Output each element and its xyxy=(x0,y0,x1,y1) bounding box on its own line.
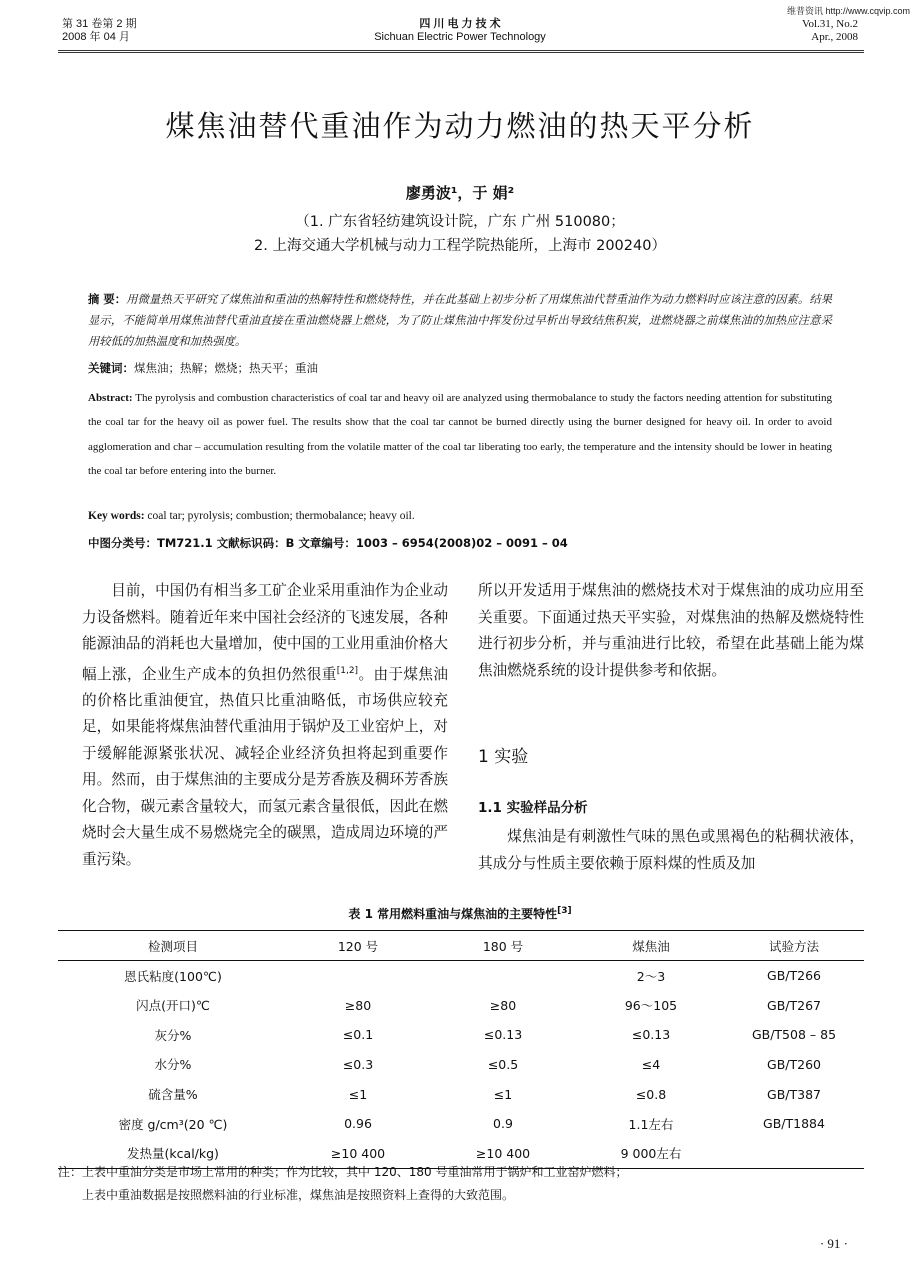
table-cell xyxy=(428,961,578,991)
table-cell: 恩氏粘度(100℃) xyxy=(124,968,222,984)
paper-title: 煤焦油替代重油作为动力燃油的热天平分析 xyxy=(165,109,755,143)
table-cell: 发热量(kcal/kg) xyxy=(58,1139,288,1169)
table-cell: GB/T266 xyxy=(767,968,821,984)
volume-issue: 第 31 卷第 2 期 xyxy=(62,18,137,30)
table-cell: 密度 g/cm³(20 ℃) xyxy=(118,1116,228,1132)
site-watermark: 维普资讯 http://www.cqvip.com xyxy=(786,6,910,16)
abstract-en-label: Abstract: xyxy=(88,392,133,404)
table-cell: 0.96 xyxy=(344,1116,372,1132)
table-cell xyxy=(288,961,428,991)
intro-text-cont: 。由于煤焦油的价格比重油便宜，热值只比重油略低，市场供应较充足，如果能将煤焦油替代重油用于锅炉及工业窑炉上，对于缓解能源紧张状况、减轻企业经济负担将起到重要作用。然而，由于煤焦油的主要成分是芳香族及稠环芳香族化合物，碳元素含量较大，而氢元素含量很低，因此在燃烧时会大量生成不易燃烧完全的碳黑，造成周边环境的严重污染。 xyxy=(82,665,448,868)
table-cell: 2～3 xyxy=(636,968,666,984)
table-cell: ≤0.8 xyxy=(635,1086,667,1102)
table-cell: GB/T267 xyxy=(767,997,821,1013)
table-header-cell: 120 号 xyxy=(288,931,428,961)
journal-name-cn: 四 川 电 力 技 术 xyxy=(419,18,501,30)
journal-name xyxy=(0,18,920,44)
table-cell: GB/T260 xyxy=(767,1056,821,1072)
table-cell: 闪点(开口)℃ xyxy=(136,998,210,1014)
table-note-2: 上表中重油数据是按照燃料油的行业标准，煤焦油是按照资料上查得的大致范围。 xyxy=(82,1188,515,1202)
table-cell: 9 000左右 xyxy=(578,1139,724,1169)
keywords-en-label: Key words: xyxy=(88,510,145,522)
table-cell: 硫含量% xyxy=(148,1087,198,1103)
table-row xyxy=(58,1050,864,1080)
affiliation-2: 2. 上海交通大学机械与动力工程学院热能所，上海市 200240） xyxy=(254,238,666,254)
table-row xyxy=(58,1079,864,1109)
abstract-cn-label: 摘 要： xyxy=(88,293,127,306)
table-header-cell: 180 号 xyxy=(428,931,578,961)
keywords-cn xyxy=(88,360,832,376)
table-cell: 灰分% xyxy=(154,1027,192,1043)
table-cell: ≤1 xyxy=(493,1086,513,1102)
body-left-column xyxy=(82,578,448,873)
abstract-en-text: The pyrolysis and combustion characteristics of coal tar and heavy oil are analyzed using thermobalance to study the factors needing attention for substituting the coal tar for the heavy oil as power fuel. The results show that the coal tar cannot be burned directly using the burner designed for heavy oil. In order to avoid agglomeration and char – accumulation resulting from the volatile matter of the coal tar liberating too early, the temperature and the intensity should be lower in heating the coal tar before entering into the burner. xyxy=(88,392,832,478)
keywords-en xyxy=(88,510,832,522)
table-note-1: 注：上表中重油分类是市场上常用的种类；作为比较，其中 120、180 号重油常用于锅炉和工业窑炉燃料； xyxy=(58,1165,628,1179)
table-row xyxy=(58,1109,864,1139)
table-cell: ≤0.3 xyxy=(342,1056,374,1072)
affiliation-1: （1. 广东省轻纺建筑设计院，广东 广州 510080； xyxy=(295,214,625,230)
table-cell: GB/T508 – 85 xyxy=(751,1027,837,1043)
intro-text: 目前，中国仍有相当多工矿企业采用重油作为企业动力设备燃料。随着近年来中国社会经济的飞速发展，各种能源油品的消耗也大量增加，使中国的工业用重油价格大幅上涨，企业生产成本的负担仍然很重 xyxy=(82,582,448,683)
table-cell: 96～105 xyxy=(624,998,678,1014)
body-right-column xyxy=(478,578,864,684)
table-cell: ≥10 400 xyxy=(428,1139,578,1169)
citation-ref: [1,2] xyxy=(336,665,359,676)
header-rule xyxy=(58,50,864,51)
section-1-1-text: 煤焦油是有刺激性气味的黑色或黑褐色的粘稠状液体，其成分与性质主要依赖于原料煤的性质及加 xyxy=(478,828,864,872)
table-header-row xyxy=(58,931,864,961)
section-heading-1: 1 实验 xyxy=(478,747,529,767)
table-cell: GB/T387 xyxy=(767,1086,821,1102)
abstract-cn xyxy=(88,289,832,352)
classification-line: 中图分类号：TM721.1 文献标识码：B 文章编号：1003 – 6954(2008)02 – 0091 – 04 xyxy=(88,536,568,550)
table-row xyxy=(58,961,864,991)
journal-volume xyxy=(802,18,858,44)
table-header-cell: 试验方法 xyxy=(724,931,864,961)
authors: 廖勇波¹，于 娟² xyxy=(405,184,515,202)
table-cell: 0.9 xyxy=(493,1116,513,1132)
issue-date: 2008 年 04 月 xyxy=(62,31,130,43)
volume-en: Vol.31, No.2 xyxy=(801,18,858,30)
table-cell: ≥80 xyxy=(344,997,372,1013)
keywords-cn-label: 关键词： xyxy=(88,361,134,375)
table-cell: 1.1左右 xyxy=(628,1116,674,1132)
abstract-en xyxy=(88,386,832,484)
table-cell: ≥10 400 xyxy=(288,1139,428,1169)
table-cell: 水分% xyxy=(154,1057,192,1073)
table-cell: GB/T1884 xyxy=(763,1116,825,1132)
table-cell: ≤0.1 xyxy=(342,1027,374,1043)
journal-name-en: Sichuan Electric Power Technology xyxy=(374,31,546,43)
table-cell: ≥80 xyxy=(489,997,517,1013)
header-rule-2 xyxy=(58,52,864,53)
table-cell: ≤0.13 xyxy=(483,1027,523,1043)
page-number: · 91 · xyxy=(819,1236,848,1251)
table-caption-ref: [3] xyxy=(557,906,572,916)
table-cell: ≤0.13 xyxy=(631,1027,671,1043)
intro-continued: 所以开发适用于煤焦油的燃烧技术对于煤焦油的成功应用至关重要。下面通过热天平实验，对煤焦油的热解及燃烧特性进行初步分析，并与重油进行比较，希望在此基础上能为煤焦油燃烧系统的设计提供参考和依据。 xyxy=(478,582,864,679)
keywords-cn-text: 煤焦油；热解；燃烧；热天平；重油 xyxy=(134,361,318,375)
table-caption-text: 表 1 常用燃料重油与煤焦油的主要特性 xyxy=(348,907,558,921)
table-caption xyxy=(0,905,920,922)
table-cell: ≤4 xyxy=(641,1056,661,1072)
fuel-properties-table xyxy=(58,930,864,1169)
keywords-en-text: coal tar; pyrolysis; combustion; thermobalance; heavy oil. xyxy=(147,510,415,522)
table-cell: ≤1 xyxy=(348,1086,368,1102)
abstract-cn-text: 用微量热天平研究了煤焦油和重油的热解特性和燃烧特性，并在此基础上初步分析了用煤焦油代替重油作为动力燃料时应该注意的因素。结果显示，不能简单用煤焦油替代重油直接在重油燃烧器上燃烧，为了防止煤焦油中挥发份过早析出导致结焦积炭，进燃烧器之前煤焦油的加热应注意采用较低的加热温度和加热强度。 xyxy=(88,293,832,348)
table-row xyxy=(58,1020,864,1050)
table-header-cell: 煤焦油 xyxy=(578,931,724,961)
date-en: Apr., 2008 xyxy=(811,31,858,43)
section-heading-1-1: 1.1 实验样品分析 xyxy=(478,800,588,816)
table-row xyxy=(58,990,864,1020)
table-cell: ≤0.5 xyxy=(487,1056,519,1072)
table-header-cell: 检测项目 xyxy=(58,931,288,961)
